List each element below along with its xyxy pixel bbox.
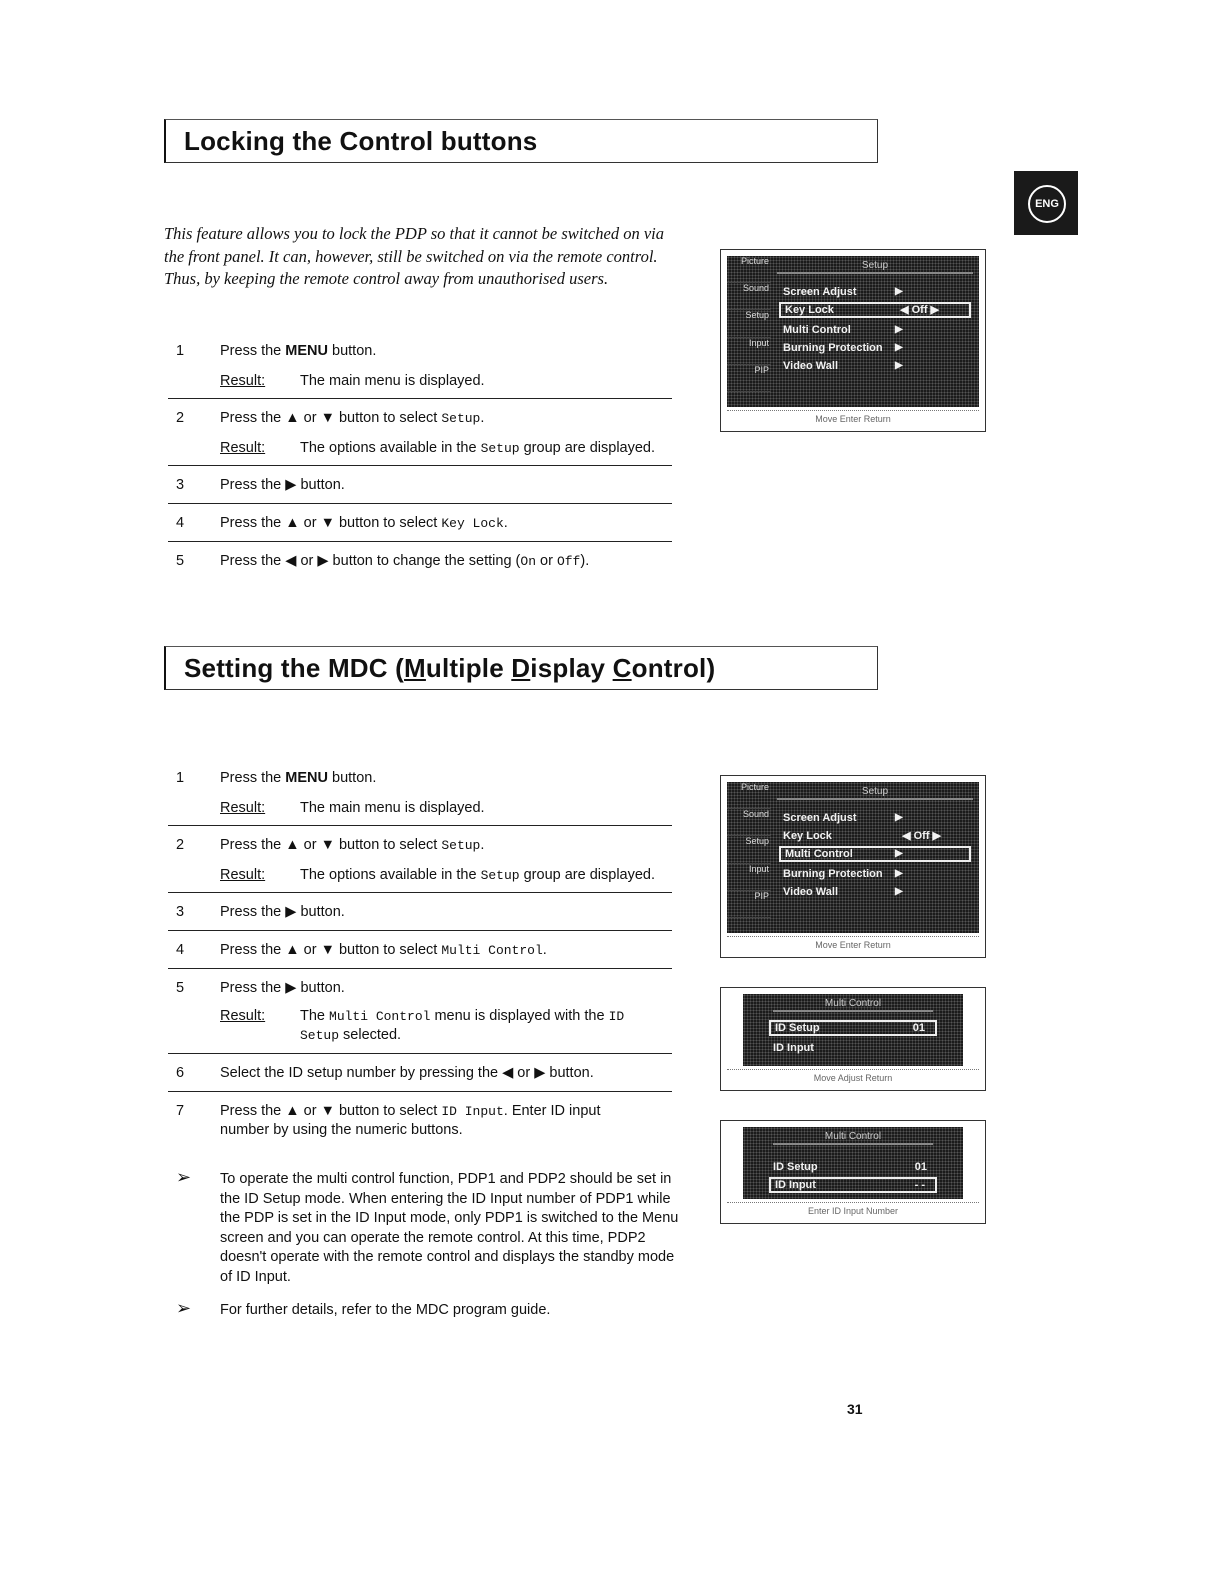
divider — [168, 968, 672, 969]
divider — [168, 825, 672, 826]
divider — [168, 503, 672, 504]
step-text: Press the ▲ or ▼ button to select ID Input. Enter ID input — [220, 1103, 601, 1119]
step — [168, 1065, 672, 1085]
step-text: Press the ▲ or ▼ button to select Setup. — [220, 837, 485, 853]
result-label: Result: — [220, 867, 266, 883]
step — [168, 343, 672, 391]
step — [168, 942, 672, 962]
osd-item: ID Setup 01 — [773, 1161, 927, 1173]
osd-item-selected: Key Lock ◀ Off ▶ — [779, 302, 971, 318]
osd-item: Video Wall ▶ — [783, 360, 903, 372]
result-text-line2: Setup selected. — [300, 1027, 402, 1043]
divider — [168, 1053, 672, 1054]
step — [168, 515, 672, 535]
osd-item: Screen Adjust ▶ — [783, 812, 903, 824]
step-text: Press the ▲ or ▼ button to select Key Lock. — [220, 515, 508, 531]
page-number: 31 — [847, 1401, 863, 1417]
osd-item: Burning Protection ▶ — [783, 868, 903, 880]
note-text: For further details, refer to the MDC program guide. — [220, 1302, 551, 1318]
osd-side-menu: Picture Sound Setup Input PIP — [727, 782, 771, 933]
divider — [168, 398, 672, 399]
note-text: To operate the multi control function, PDP1 and PDP2 should be set in the ID Setup mode. When entering the ID Input number of PDP1 while the PDP is set in the ID Input mode, only PDP1 is switched to the Menu screen and you can operate the remote control. At this time, PDP2 doesn't operate with the remote control and displays the standby mode of ID Input. — [220, 1171, 679, 1285]
step-text: Press the MENU button. — [220, 770, 377, 786]
osd-item-selected: ID Setup 01 — [769, 1020, 937, 1036]
step-text: Press the ▲ or ▼ button to select Setup. — [220, 410, 485, 426]
intro-text: This feature allows you to lock the PDP so that it cannot be switched on via the front panel. It can, however, still be switched on via the remote control. Thus, by keeping the remote control away from unauthorised users. — [164, 224, 664, 288]
step — [168, 553, 672, 573]
result-text: The main menu is displayed. — [300, 373, 485, 389]
osd-item: Burning Protection ▶ — [783, 342, 903, 354]
osd-footer: Move Enter Return — [727, 936, 979, 953]
step — [168, 980, 672, 1046]
osd-side-menu: Picture Sound Setup Input PIP — [727, 256, 771, 407]
divider — [168, 892, 672, 893]
section-title: Setting the MDC (Multiple Display Control) — [184, 653, 716, 683]
step — [168, 770, 672, 818]
step — [168, 477, 672, 497]
result-label: Result: — [220, 1008, 266, 1024]
language-badge — [1014, 171, 1078, 235]
step-text: Press the ◀ or ▶ button to change the setting (On or Off). — [220, 553, 590, 569]
osd-footer: Move Enter Return — [727, 410, 979, 427]
osd-setup-menu-keylock — [720, 249, 986, 432]
step-number: 5 — [176, 553, 185, 569]
section-title-box — [164, 646, 878, 690]
step-number: 2 — [176, 837, 185, 853]
step-number: 6 — [176, 1065, 185, 1081]
step-text: Press the MENU button. — [220, 343, 377, 359]
divider — [168, 1091, 672, 1092]
result-label: Result: — [220, 440, 266, 456]
note — [168, 1298, 678, 1323]
section-title-box — [164, 119, 878, 163]
osd-setup-menu-multicontrol — [720, 775, 986, 958]
step — [168, 837, 672, 885]
osd-item: Multi Control ▶ — [783, 324, 903, 336]
osd-footer: Move Adjust Return — [727, 1069, 979, 1086]
step-number: 3 — [176, 477, 185, 493]
note — [168, 1167, 679, 1290]
divider — [168, 465, 672, 466]
osd-item: Screen Adjust ▶ — [783, 286, 903, 298]
result-text: The Multi Control menu is displayed with the ID — [300, 1008, 625, 1024]
step-number: 1 — [176, 343, 185, 359]
step-text-line2: number by using the numeric buttons. — [220, 1122, 463, 1138]
result-label: Result: — [220, 373, 266, 389]
step — [168, 410, 672, 458]
divider — [168, 541, 672, 542]
step-number: 4 — [176, 515, 185, 531]
step-number: 2 — [176, 410, 185, 426]
osd-item: Video Wall ▶ — [783, 886, 903, 898]
osd-item-selected: ID Input - - — [769, 1177, 937, 1193]
divider — [168, 930, 672, 931]
step-number: 3 — [176, 904, 185, 920]
step-text: Press the ▶ button. — [220, 980, 345, 996]
osd-title: Multi Control — [773, 1131, 933, 1145]
step — [168, 904, 672, 924]
osd-title: Multi Control — [773, 998, 933, 1012]
step-text: Select the ID setup number by pressing the ◀ or ▶ button. — [220, 1065, 594, 1081]
result-text: The options available in the Setup group are displayed. — [300, 440, 656, 456]
step-number: 4 — [176, 942, 185, 958]
osd-multi-control-id-setup — [720, 987, 986, 1091]
osd-item: ID Input — [773, 1042, 814, 1054]
eng-icon: ENG — [1028, 185, 1066, 223]
step — [168, 1103, 672, 1143]
osd-item-selected: Multi Control ▶ — [779, 846, 971, 862]
osd-footer: Enter ID Input Number — [727, 1202, 979, 1219]
osd-title: Setup — [777, 260, 973, 274]
step-text: Press the ▲ or ▼ button to select Multi Control. — [220, 942, 547, 958]
result-text: The main menu is displayed. — [300, 800, 485, 816]
step-number: 1 — [176, 770, 185, 786]
result-label: Result: — [220, 800, 266, 816]
step-text: Press the ▶ button. — [220, 477, 345, 493]
osd-multi-control-id-input — [720, 1120, 986, 1224]
osd-title: Setup — [777, 786, 973, 800]
result-text: The options available in the Setup group are displayed. — [300, 867, 656, 883]
step-number: 5 — [176, 980, 185, 996]
note-arrow-icon: ➢ — [176, 1298, 192, 1318]
step-text: Press the ▶ button. — [220, 904, 345, 920]
note-arrow-icon: ➢ — [176, 1167, 192, 1187]
osd-item: Key Lock ◀ Off ▶ — [783, 830, 941, 842]
step-number: 7 — [176, 1103, 185, 1119]
section-title: Locking the Control buttons — [184, 126, 538, 156]
